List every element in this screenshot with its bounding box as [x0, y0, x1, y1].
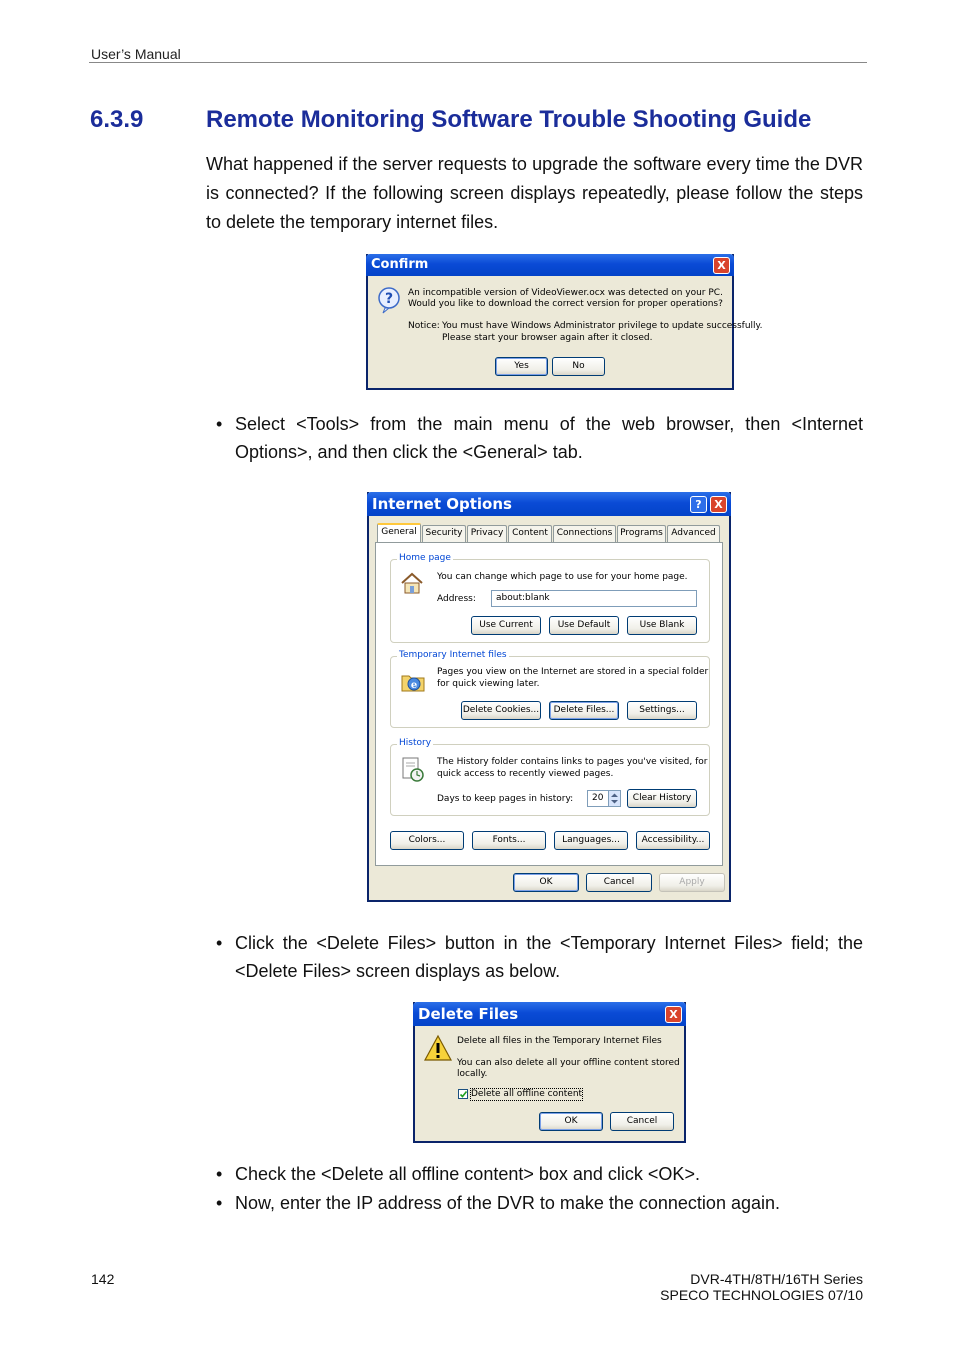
confirm-dialog	[366, 254, 763, 390]
languages-button[interactable]: Languages...	[554, 831, 628, 850]
tab-connections[interactable]: Connections	[553, 525, 616, 542]
confirm-line-2: Would you like to download the correct version for proper operations?	[408, 299, 723, 309]
bullet-1-text: Select <Tools> from the main menu of the web browser, then <Internet Options>, and then click the <General> tab.	[235, 414, 863, 462]
address-input[interactable]: about:blank	[491, 590, 697, 607]
ok-button[interactable]: OK	[513, 873, 579, 892]
general-tab-panel	[375, 542, 723, 866]
spinner-arrows-icon	[609, 791, 620, 806]
bullet-dot: •	[216, 414, 223, 434]
cancel-button[interactable]: Cancel	[610, 1112, 674, 1131]
warning-icon	[423, 1034, 453, 1062]
internet-options-dialog	[367, 492, 731, 902]
bullet-2	[216, 929, 863, 985]
bullet-4-text: Now, enter the IP address of the DVR to make the connection again.	[235, 1193, 780, 1213]
tab-advanced[interactable]: Advanced	[667, 525, 720, 542]
running-head: User’s Manual	[91, 46, 181, 62]
delete-offline-checkbox[interactable]	[458, 1089, 468, 1099]
ok-button[interactable]: OK	[539, 1112, 603, 1131]
confirm-notice-2: Please start your browser again after it closed.	[442, 333, 653, 343]
tab-content[interactable]: Content	[508, 525, 552, 542]
svg-text:e: e	[410, 680, 418, 691]
settings-button[interactable]: Settings...	[627, 701, 697, 720]
footer-series: DVR-4TH/8TH/16TH Series	[690, 1271, 863, 1287]
internet-options-titlebar	[367, 492, 731, 516]
internet-files-icon	[399, 667, 427, 695]
delete-files-dialog	[413, 1002, 686, 1143]
delete-files-line-2: You can also delete all your offline content stored	[457, 1058, 680, 1068]
history-description-1: The History folder contains links to pages you've visited, for	[437, 757, 708, 767]
internet-options-title: Internet Options	[372, 495, 512, 513]
close-icon[interactable]: X	[665, 1006, 682, 1023]
close-icon[interactable]: X	[710, 496, 727, 513]
address-label: Address:	[437, 594, 476, 604]
delete-offline-label[interactable]: Delete all offline content	[471, 1089, 583, 1099]
use-blank-button[interactable]: Use Blank	[627, 616, 697, 635]
delete-files-title: Delete Files	[418, 1005, 519, 1023]
days-input[interactable]: 20	[587, 790, 609, 807]
apply-button[interactable]: Apply	[659, 873, 725, 892]
svg-text:?: ?	[384, 291, 394, 307]
bullet-2-text: Click the <Delete Files> button in the <Temporary Internet Files> field; the <Delete Files> screen displays as below.	[235, 933, 863, 981]
delete-files-line-3: locally.	[457, 1069, 488, 1079]
temporary-internet-files-label: Temporary Internet files	[399, 650, 507, 660]
home-icon	[399, 570, 425, 596]
tab-security[interactable]: Security	[422, 525, 466, 542]
section-title: Remote Monitoring Software Trouble Shooting Guide	[206, 106, 812, 133]
bullet-dot: •	[216, 1164, 223, 1184]
confirm-titlebar	[366, 254, 734, 276]
temp-files-description-2: for quick viewing later.	[437, 679, 540, 689]
history-description-2: quick access to recently viewed pages.	[437, 769, 614, 779]
confirm-line-1: An incompatible version of VideoViewer.ocx was detected on your PC.	[408, 288, 723, 298]
tab-general[interactable]: General	[377, 523, 421, 543]
confirm-notice-label: Notice:	[408, 321, 440, 331]
home-page-group	[390, 553, 710, 643]
question-icon	[376, 286, 404, 314]
history-group	[390, 738, 710, 816]
bullet-4	[216, 1189, 863, 1217]
checkmark-icon	[459, 1090, 468, 1099]
home-page-description: You can change which page to use for your home page.	[437, 572, 688, 582]
no-button[interactable]: No	[552, 357, 605, 376]
use-default-button[interactable]: Use Default	[549, 616, 619, 635]
use-current-button[interactable]: Use Current	[471, 616, 541, 635]
tab-privacy[interactable]: Privacy	[467, 525, 507, 542]
bullet-3-text: Check the <Delete all offline content> box and click <OK>.	[235, 1164, 700, 1184]
home-page-label: Home page	[399, 553, 451, 563]
delete-cookies-button[interactable]: Delete Cookies...	[461, 701, 541, 720]
footer-company: SPECO TECHNOLOGIES 07/10	[660, 1287, 863, 1303]
header-rule	[89, 62, 867, 63]
confirm-title: Confirm	[371, 257, 429, 272]
close-icon[interactable]: X	[713, 257, 730, 274]
yes-button[interactable]: Yes	[495, 357, 548, 376]
page-number: 142	[91, 1271, 115, 1287]
colors-button[interactable]: Colors...	[390, 831, 464, 850]
days-spinner[interactable]	[608, 790, 621, 807]
temporary-internet-files-group	[390, 650, 710, 728]
delete-files-button[interactable]: Delete Files...	[549, 701, 619, 720]
cancel-button[interactable]: Cancel	[586, 873, 652, 892]
days-label: Days to keep pages in history:	[437, 794, 574, 804]
delete-files-titlebar	[413, 1002, 686, 1026]
bullet-1	[216, 410, 863, 466]
fonts-button[interactable]: Fonts...	[472, 831, 546, 850]
history-label: History	[399, 738, 432, 748]
intro-paragraph: What happened if the server requests to upgrade the software every time the DVR is connected? If the following screen displays repeatedly, please follow the steps to delete the temporary internet files.	[206, 154, 863, 232]
help-icon[interactable]: ?	[690, 496, 707, 513]
history-icon	[399, 755, 425, 783]
bullet-3	[216, 1160, 863, 1188]
accessibility-button[interactable]: Accessibility...	[636, 831, 710, 850]
confirm-notice-1: You must have Windows Administrator privilege to update successfully.	[442, 321, 763, 331]
section-number: 6.3.9	[90, 106, 144, 133]
temp-files-description-1: Pages you view on the Internet are stored in a special folder	[437, 667, 709, 677]
clear-history-button[interactable]: Clear History	[627, 789, 697, 808]
bullet-dot: •	[216, 1193, 223, 1213]
delete-files-line-1: Delete all files in the Temporary Internet Files	[457, 1036, 662, 1046]
tab-programs[interactable]: Programs	[617, 525, 666, 542]
bullet-dot: •	[216, 933, 223, 953]
